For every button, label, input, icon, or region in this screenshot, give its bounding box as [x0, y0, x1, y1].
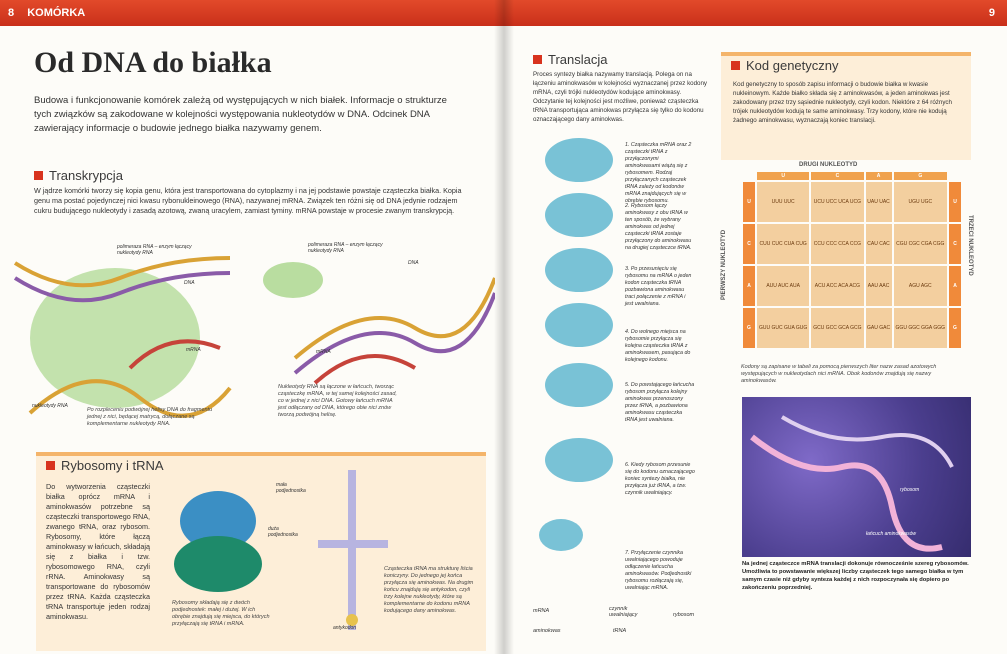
codon-cell: UUU UUC [757, 182, 809, 222]
third-header: G [949, 308, 961, 348]
codon-cell: CAU CAC [866, 224, 892, 264]
codon-cell: GAU GAC [866, 308, 892, 348]
codon-cell: UGU UGC [894, 182, 947, 222]
intro-text: Budowa i funkcjonowanie komórek zależą od występujących w nich białek. Informacje o strukturze tych związków są zakodowane w kolejności występowania nukleotydów w DNA. Odcinek DNA zawierający informacje o budowie jednego białka nazywamy genem. [34, 95, 447, 134]
label-duza-podjednostka: duża podjednostka [268, 526, 298, 538]
col-header: G [894, 172, 947, 180]
running-head-bar [0, 0, 503, 26]
section-heading: Kod genetyczny [746, 58, 839, 73]
translacja-text: Proces syntezy białka nazywamy translacją. Polega on na łączeniu aminokwasów w kolejności wyznaczanej przez kodony mRNA, czyli trójki nukleotydów kodujące aminokwasy. Odczytanie tej kolejności jest możliwe, ponieważ cząsteczka tRNA transportująca aminokwas przyłącza się tylko do kodonu oznaczającego dany aminokwas. [533, 71, 708, 123]
page-number-right: 9 [988, 7, 995, 19]
photo-label-rybosom: rybosom [900, 487, 920, 493]
photo-label-lancuch: łańcuch aminokwasów [866, 531, 917, 537]
row-header: C [743, 224, 755, 264]
label-pierwszy-nukleotyd: PIERWSZY NUKLEOTYD [721, 229, 727, 300]
label-trzeci-nukleotyd: TRZECI NUKLEOTYD [967, 215, 973, 276]
rybosomy-text: Do wytworzenia cząsteczki białka oprócz mRNA i aminokwasów potrzebne są cząsteczki transportowego RNA, zwanego tRNA, oraz rybosom. Rybosomy, które łączą aminokwasy w łańcuch, składają się z białka i tzw. rybosomowego RNA, czyli rRNA. Aminokwasy są transportowane do rybosomów przez tRNA. Każda cząsteczka tRNA transportuje jeden rodzaj aminokwasu. [46, 482, 150, 621]
codon-cell: AUU AUC AUA [757, 266, 809, 306]
right-page [503, 0, 1007, 654]
translation-steps-illustration [539, 135, 621, 575]
kod-text: Kod genetyczny to sposób zapisu informacji o budowie białka w kwasie nukleinowym. Każde białko składa się z aminokwasów, a jeden aminokwas jest zakodowany przez trzy sąsiednie nukleotydy, czyli kodon. Niektóre z 64 różnych trójek nukleotydów kodują te same aminokwasy. Trzy kodony, które nie kodują żadnego aminokwasu, wyznaczają koniec translacji. [733, 81, 952, 124]
codon-cell: CCU CCC CCA CCG [811, 224, 863, 264]
third-header: A [949, 266, 961, 306]
codon-table-caption: Kodony są zapisane w tabeli za pomocą pierwszych liter nazw zasad azotowych występujących w nukleotydach nici mRNA. Obok kodonów znajdują się nazwy aminokwasów. [741, 364, 937, 384]
section-transkrypcja [34, 168, 123, 183]
section-marker-icon [46, 461, 55, 470]
trna-illustration [318, 470, 388, 630]
label-mrna-2: mRNA [316, 349, 331, 355]
legend-czynnik: czynnik uwalniający [609, 606, 638, 618]
section-marker-icon [731, 61, 740, 70]
left-page [0, 0, 503, 654]
legend-rybosom: rybosom [673, 612, 695, 618]
row-header: U [743, 182, 755, 222]
legend-trna: tRNA [613, 628, 627, 634]
label-dna-1: DNA [184, 280, 195, 286]
codon-cell: UAU UAC [866, 182, 892, 222]
codon-cell: CGU CGC CGA CGG [894, 224, 947, 264]
label-dna-2: DNA [408, 260, 419, 266]
step-5: 5. Do powstającego łańcucha rybosom przyłącza kolejny aminokwas przenoszony przez tRNA, a pozbawiona aminokwasu cząsteczka tRNA jest uwalniana. [625, 382, 695, 423]
label-polimeraza-2: polimeraza RNA – enzym łączący nukleotydy RNA [308, 242, 383, 254]
label-drugi-nukleotyd: DRUGI NUKLEOTYD [799, 162, 858, 168]
codon-cell: AGU AGC [894, 266, 947, 306]
transkrypcja-text: W jądrze komórki tworzy się kopia genu, która jest transportowana do cytoplazmy i na jej podstawie powstaje cząsteczka białka. Kopia genu ma postać pojedynczej nici kwasu rybonukleinowego (RNA), nazywanej mRNA. Związek ten różni się od DNA jedynie rodzajem cukru budującego nukleotydy i zasadą azotową, zwaną uracylem, zamiast tyminy. mRNA powstaje w procesie zwanym transkrypcją. [34, 186, 462, 215]
caption-transcription-2: Nukleotydy RNA są łączone w łańcuch, tworząc cząsteczkę mRNA, w tej samej kolejności zasad, co w jednej z nici DNA. Gotowy łańcuch mRNA jest odłączany od DNA, którego obie nici znów tworzą podwójną helisę. [278, 384, 397, 418]
third-header: U [949, 182, 961, 222]
page-title: Od DNA do białka [34, 46, 272, 79]
label-polimeraza-1: polimeraza RNA – enzym łączący nukleotydy RNA [117, 244, 192, 256]
caption-trna: Cząsteczka tRNA ma strukturę liścia koniczyny. Do jednego jej końca przyłącza się aminokwas. Na drugim końcu znajdują się antykodon, czyli trzy kolejne nukleotydy, które są komplementarne do kodonu mRNA kodującego dany aminokwas. [384, 566, 474, 614]
row-header: A [743, 266, 755, 306]
running-head: KOMÓRKA [27, 7, 86, 19]
section-translacja [533, 52, 607, 67]
micrograph-photo [742, 397, 971, 557]
section-marker-icon [533, 55, 542, 64]
step-3: 3. Po przesunięciu się rybosomu na mRNA o jeden kodon cząsteczka tRNA pozbawiona aminokwasu traci połączenie z mRNA i jest uwalniana. [625, 266, 692, 307]
col-header: C [811, 172, 863, 180]
section-marker-icon [34, 171, 43, 180]
col-header: A [866, 172, 892, 180]
label-mala-podjednostka: mała podjednostka [276, 482, 306, 494]
caption-transcription-1: Po rozpleceniu podwójnej helisy DNA do fragmentu jednej z nici, będącej matrycą, dołączane są komplementarne nukleotydy RNA. [87, 407, 213, 427]
step-4: 4. Do wolnego miejsca na rybosomie przyłącza się kolejna cząsteczka tRNA z aminokwasem, pasująca do kolejnego kodonu. [625, 329, 691, 363]
section-rybosomy [46, 458, 164, 473]
codon-cell: GGU GGC GGA GGG [894, 308, 947, 348]
label-nukleotydy: nukleotydy RNA [32, 403, 68, 409]
codon-cell: ACU ACC ACA ACG [811, 266, 863, 306]
codon-cell: CUU CUC CUA CUG [757, 224, 809, 264]
codon-cell: AAU AAC [866, 266, 892, 306]
section-heading: Translacja [548, 52, 608, 67]
section-heading: Rybosomy i tRNA [61, 458, 164, 473]
running-head-bar-right [503, 0, 1007, 26]
caption-ribosome: Rybosomy składają się z dwóch podjednostek: małej i dużej. W ich obrębie znajdują się miejsca, do których przyłączają się tRNA i mRNA. [172, 600, 270, 627]
codon-cell: GCU GCC GCA GCG [811, 308, 863, 348]
col-header: U [757, 172, 809, 180]
step-1: 1. Cząsteczka mRNA oraz 2 cząsteczki tRNA z przyłączonymi aminokwasami wiążą się z rybosomem. Rodzaj przyłączanych cząsteczek tRNA zależy od kodonów mRNA znajdujących się w obrębie rybosomu. [625, 142, 692, 204]
photo-caption: Na jednej cząsteczce mRNA translacji dokonuje równocześnie szereg rybosomów. Umożliwia to powstawanie większej liczby cząsteczek tego samego białka w tym samym czasie niż gdyby synteza każdej z nich rozpoczynała się dopiero po zakończeniu poprzedniej. [742, 561, 969, 591]
label-antykodon: antykodon [333, 625, 357, 631]
legend-aminokwas: aminokwas [533, 628, 561, 634]
transcription-illustration-2 [255, 238, 495, 388]
third-header: C [949, 224, 961, 264]
codon-cell: GUU GUC GUA GUG [757, 308, 809, 348]
step-6: 6. Kiedy rybosom przesunie się do kodonu oznaczającego koniec syntezy białka, nie przyłącza już tRNA, a tzw. czynnik uwalniający. [625, 462, 695, 496]
codon-cell: UCU UCC UCA UCG [811, 182, 863, 222]
page-number-left: 8 [8, 7, 15, 19]
step-7: 7. Przyłączenie czynnika uwalniającego powoduje odłączenie łańcucha aminokwasów. Podjednostki rybosomu rozłączają się, uwalniając mRNA. [625, 550, 692, 591]
section-heading: Transkrypcja [49, 168, 123, 183]
polysome-strand [742, 397, 971, 557]
section-kod [731, 58, 839, 73]
label-mrna-1: mRNA [186, 347, 201, 353]
legend-mrna: mRNA [533, 608, 550, 614]
row-header: G [743, 308, 755, 348]
step-2: 2. Rybosom łączy aminokwasy z obu tRNA w ten sposób, że wybrany aminokwas od jednej cząsteczki tRNA zostaje przyłączony do aminokwasu na drugiej cząsteczce tRNA. [625, 203, 692, 251]
ribosome-illustration [168, 486, 268, 596]
codon-table [741, 170, 963, 350]
